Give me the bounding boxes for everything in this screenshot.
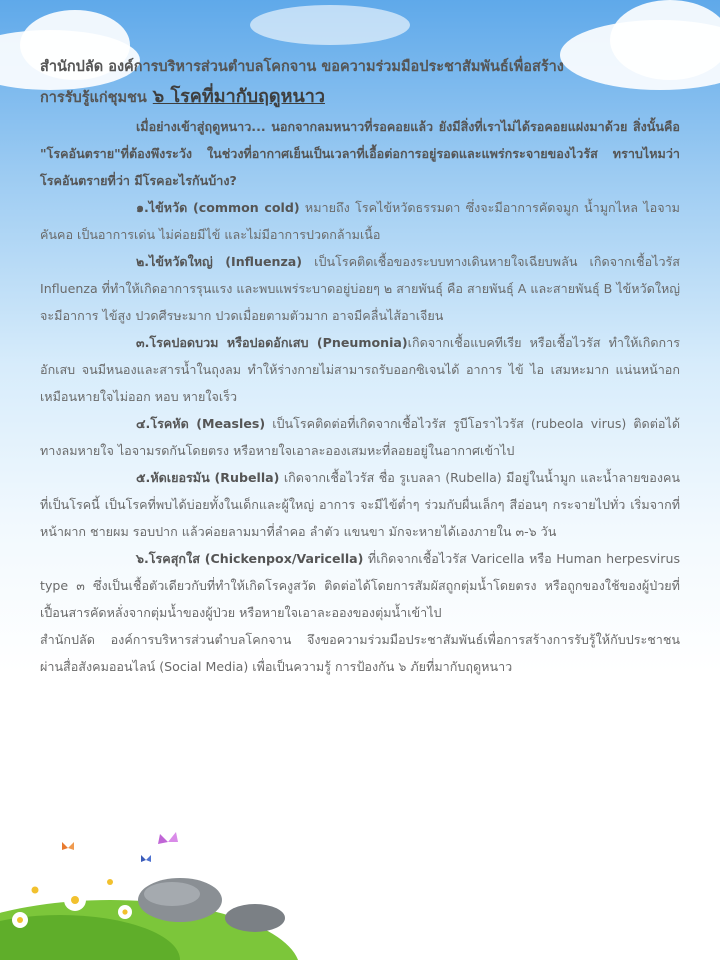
daisy-flower [102, 874, 118, 890]
disease-item [40, 248, 680, 329]
daisy-flower [118, 905, 132, 919]
cloud [250, 5, 410, 45]
disease-label: ๒.ไข้หวัดใหญ่ (Influenza) [136, 254, 303, 269]
disease-label: ๑.ไข้หวัด (common cold) [136, 200, 300, 215]
rock [225, 904, 285, 932]
butterfly-icon [158, 832, 178, 844]
disease-label: ๔.โรคหัด (Measles) [136, 416, 266, 431]
announcement-document [40, 52, 680, 680]
disease-label: ๖.โรคสุกใส (Chickenpox/Varicella) [136, 551, 364, 566]
intro-paragraph: เมื่อย่างเข้าสู่ฤดูหนาว... นอกจากลมหนาวที่รอคอยแล้ว ยังมีสิ่งที่เราไม่ได้รอคอยแฝงมาด้วย สิ่งนั้นคือ "โรคอันตราย"ที่ต้องพึงระวัง ในช่วงที่อากาศเย็นเป็นเวลาที่เอื้อต่อการอยู่รอดและแพร่กระจายของไวรัส ทราบไหมว่าโรคอันตรายที่ว่า มีโรคอะไรกันบ้าง? [40, 119, 680, 188]
meadow-illustration [0, 820, 360, 960]
title-line-2: การรับรู้แก่ชุมชน [40, 90, 147, 106]
disease-item [40, 329, 680, 410]
disease-item [40, 410, 680, 464]
disease-description: หมายถึง โรคไข้หวัดธรรมดา ซึ่งจะมีอาการคัดจมูก น้ำมูกไหล ไอจาม คันคอ เป็นอาการเด่น ไม่ค่อยมีไข้ และไม่มีอาการปวดกล้ามเนื้อ [40, 200, 680, 242]
daisy-flower [12, 912, 28, 928]
disease-description: เกิดจากเชื้อไวรัส ชื่อ รูเบลลา (Rubella) มีอยู่ในน้ำมูก และน้ำลายของคนที่เป็นโรคนี้ เป็นโรคที่พบได้บ่อยทั้งในเด็กและผู้ใหญ่ อาการ จะมีไข้ต่ำๆ ร่วมกับผื่นเล็กๆ สีอ่อนๆ กระจายไปทั่ว เริ่มจากที่หน้าผาก ชายผม รอบปาก แล้วค่อยลามมาที่ลำคอ ลำตัว แขนขา มักจะหายได้เองภายใน ๓-๖ วัน [40, 470, 680, 539]
disease-item [40, 545, 680, 626]
disease-description: เป็นโรคติดเชื้อของระบบทางเดินหายใจเฉียบพลัน เกิดจากเชื้อไวรัส Influenza ที่ทำให้เกิดอาการรุนแรง และพบแพร่ระบาดอยู่บ่อยๆ ๒ สายพันธุ์ คือ สายพันธุ์ A และสายพันธุ์ B ไข้หวัดใหญ่จะมีอาการ ไข้สูง ปวดศีรษะมาก ปวดเมื่อยตามตัวมาก อาจมีคลื่นไส้อาเจียน [40, 254, 680, 323]
disease-item [40, 464, 680, 545]
disease-item [40, 194, 680, 248]
rock [144, 882, 200, 906]
disease-label: ๕.หัดเยอรมัน (Rubella) [136, 470, 280, 485]
daisy-flower [26, 881, 44, 899]
butterfly-icon [62, 842, 74, 850]
title-line-1: สำนักปลัด องค์การบริหารส่วนตำบลโคกจาน ขอความร่วมมือประชาสัมพันธ์เพื่อสร้าง [40, 59, 564, 75]
disease-description: ที่เกิดจากเชื้อไวรัส Varicella หรือ Human herpesvirus type ๓ ซึ่งเป็นเชื้อตัวเดียวกับที่ทำให้เกิดโรคงูสวัด ติดต่อได้โดยการสัมผัสถูกตุ่มน้ำโดยตรง หรือถูกของใช้ของผู้ป่วยที่เปื้อนสารคัดหลั่งจากตุ่มน้ำของผู้ป่วย หรือหายใจเอาละอองของตุ่มน้ำเข้าไป [40, 551, 681, 620]
closing-paragraph: สำนักปลัด องค์การบริหารส่วนตำบลโคกจาน จึงขอความร่วมมือประชาสัมพันธ์เพื่อการสร้างการรับรู้ให้กับประชาชน ผ่านสื่อสังคมออนไลน์ (Social Media) เพื่อเป็นความรู้ การป้องกัน ๖ ภัยที่มากับฤดูหนาว [40, 632, 680, 674]
disease-description: เกิดจากเชื้อแบคทีเรีย หรือเชื้อไวรัส ทำให้เกิดการอักเสบ จนมีหนองและสารน้ำในถุงลม ทำให้ร่างกายไม่สามารถรับออกซิเจนได้ อาการ ไข้ ไอ เสมหะมาก แน่นหน้าอกเหมือนหายใจไม่ออก หอบ หายใจเร็ว [40, 335, 680, 404]
daisy-flower [64, 889, 86, 911]
butterfly-icon [141, 855, 151, 862]
title-highlight: ๖ โรคที่มากับฤดูหนาว [152, 86, 325, 107]
disease-description: เป็นโรคติดต่อที่เกิดจากเชื้อไวรัส รูบีโอราไวรัส (rubeola virus) ติดต่อได้ทางลมหายใจ ไอจามรดกันโดยตรง หรือหายใจเอาละอองเสมหะที่ลอยอยู่ในอากาศเข้าไป [40, 416, 680, 458]
disease-label: ๓.โรคปอดบวม หรือปอดอักเสบ (Pneumonia) [136, 335, 408, 350]
announcement-title [40, 52, 680, 113]
